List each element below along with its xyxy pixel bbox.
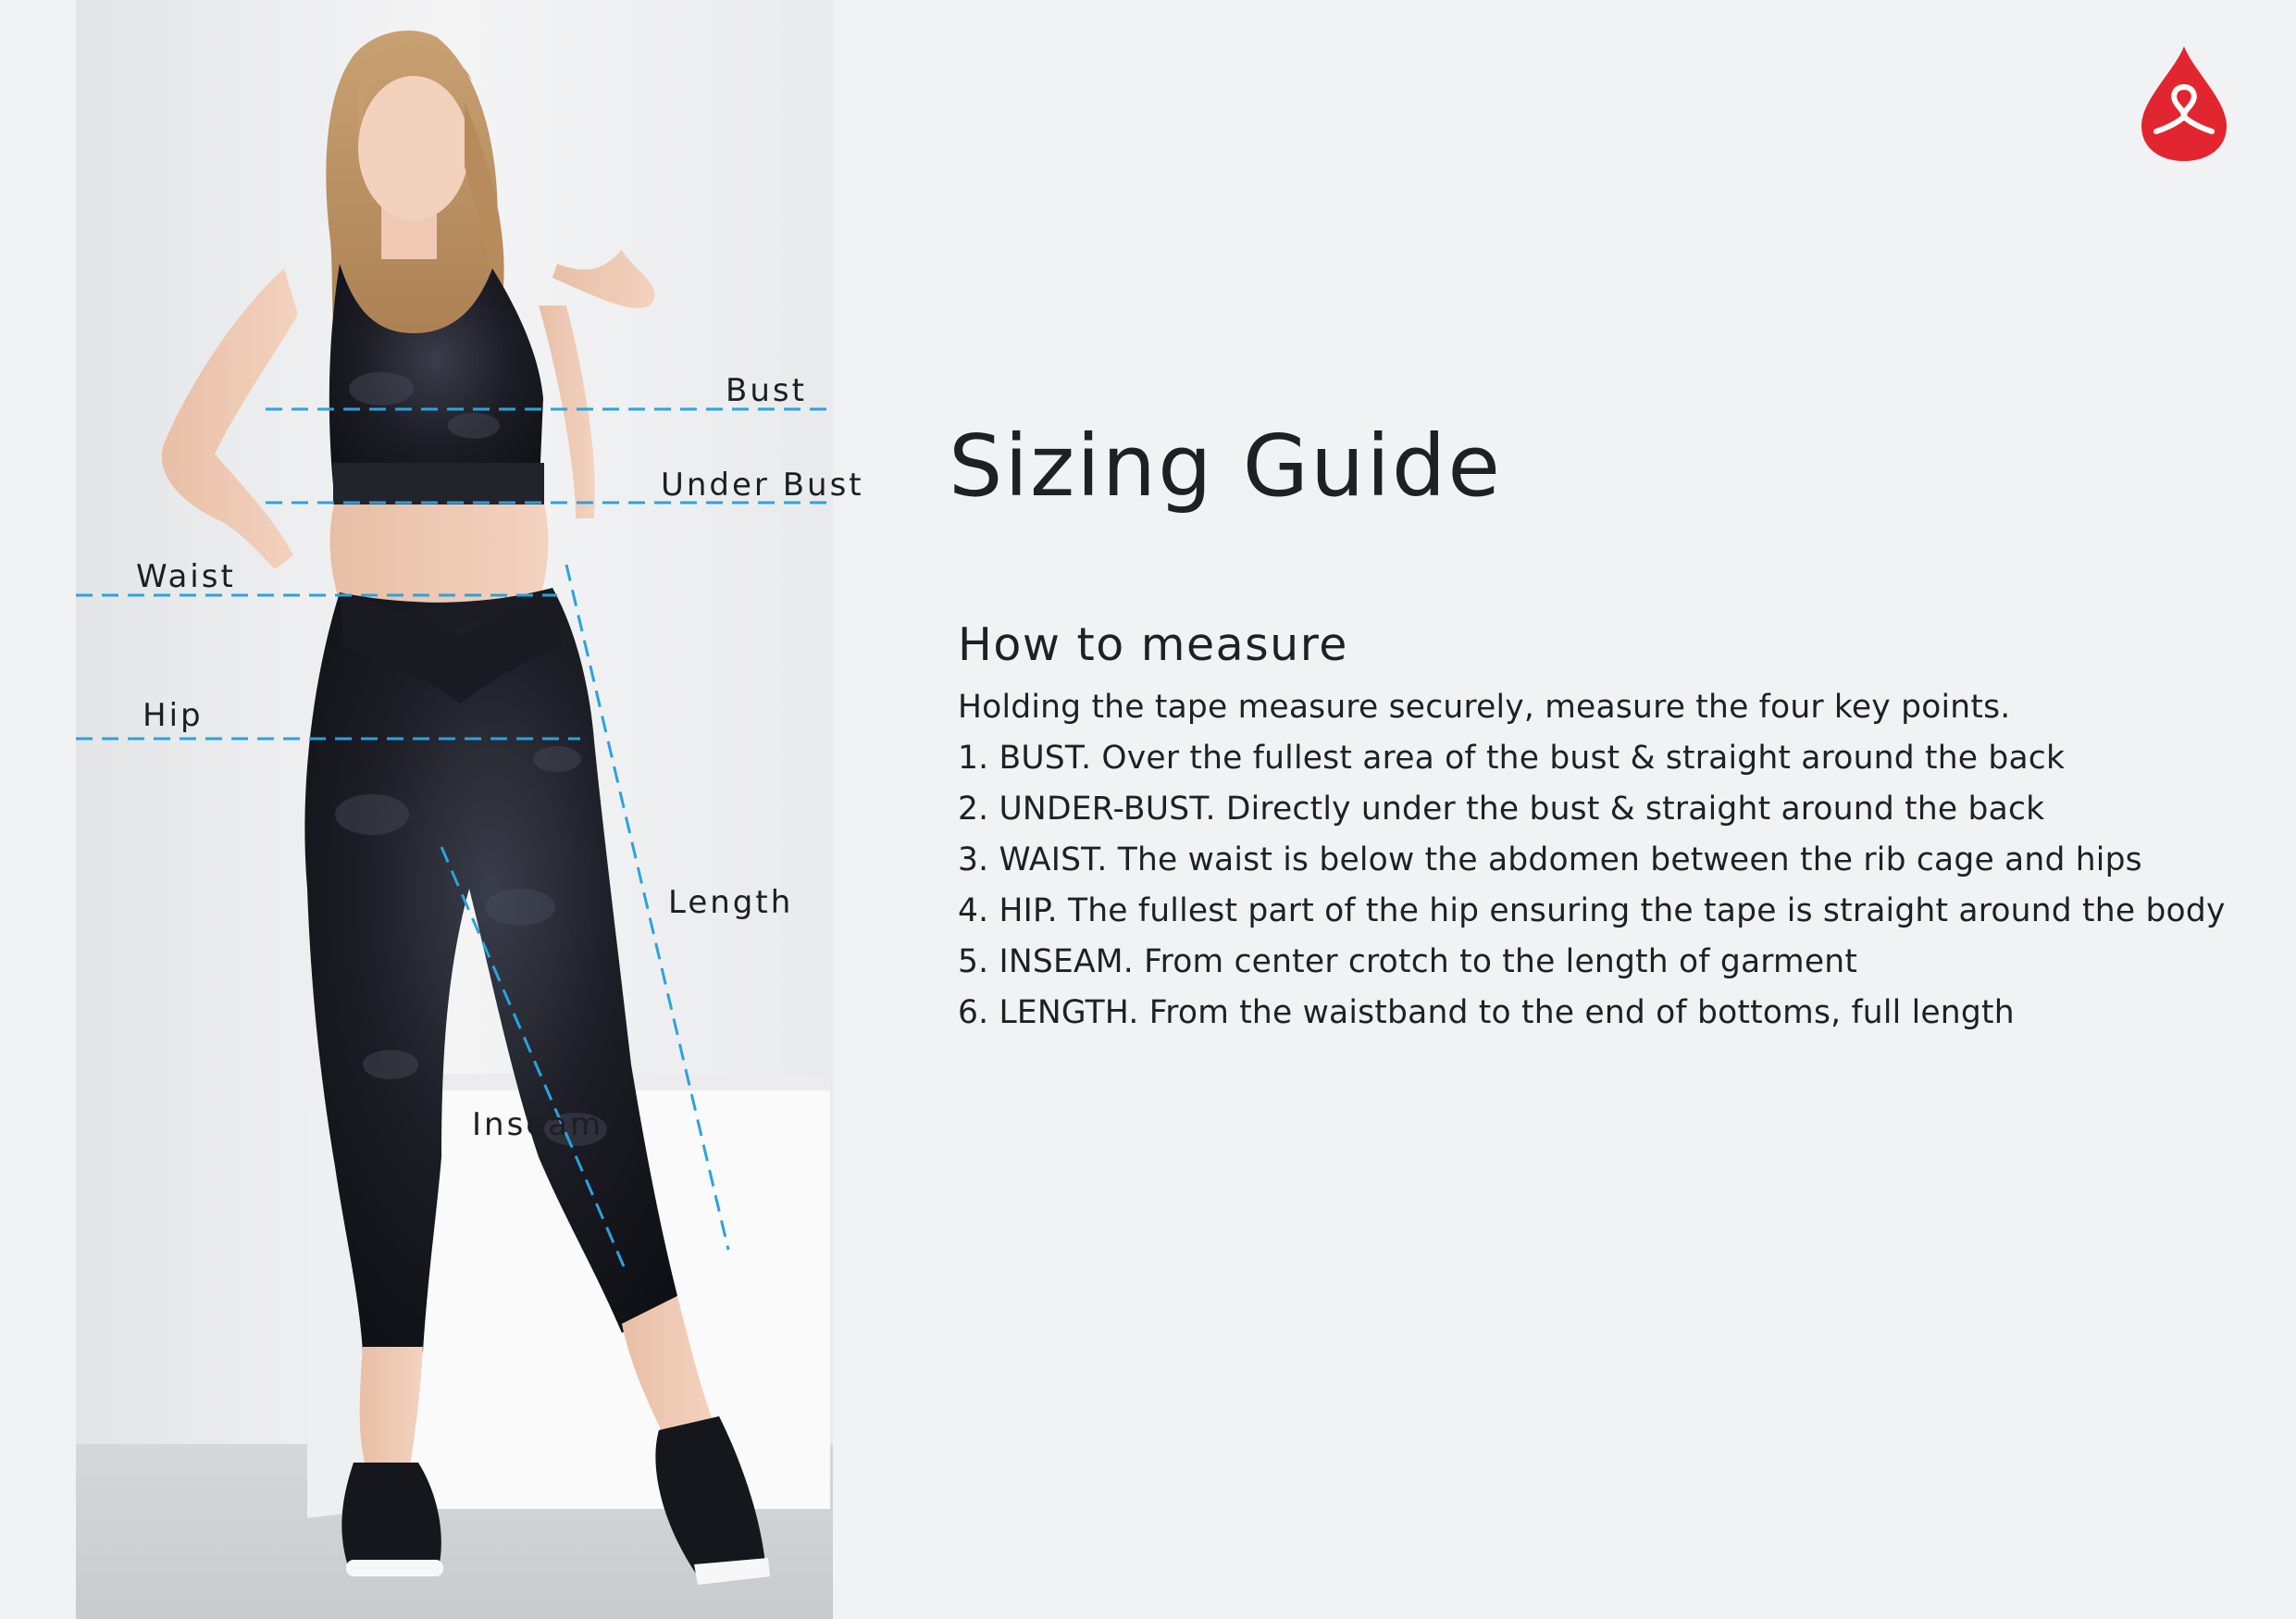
label-under-bust: Under Bust bbox=[661, 467, 864, 504]
brand-drop-logo-icon bbox=[2138, 43, 2230, 163]
measure-instructions bbox=[958, 618, 2253, 1039]
section-heading: How to measure bbox=[958, 618, 1348, 671]
label-bust: Bust bbox=[726, 372, 807, 409]
label-waist: Waist bbox=[136, 558, 236, 595]
step-bust: 1. BUST. Over the fullest area of the bust & straight around the back bbox=[958, 740, 2066, 777]
step-length: 6. LENGTH. From the waistband to the end of bottoms, full length bbox=[958, 994, 2015, 1031]
label-length: Length bbox=[668, 884, 794, 921]
model-illustration bbox=[76, 0, 864, 1619]
label-hip: Hip bbox=[143, 697, 204, 734]
step-waist: 3. WAIST. The waist is below the abdomen between the rib cage and hips bbox=[958, 841, 2142, 878]
step-inseam: 5. INSEAM. From center crotch to the length of garment bbox=[958, 943, 1858, 980]
step-hip: 4. HIP. The fullest part of the hip ensuring the tape is straight around the body bbox=[958, 892, 2226, 929]
label-inseam: Inseam bbox=[472, 1106, 604, 1143]
page-title: Sizing Guide bbox=[949, 417, 1502, 516]
step-under-bust: 2. UNDER-BUST. Directly under the bust & straight around the back bbox=[958, 791, 2045, 828]
intro-text: Holding the tape measure securely, measure the four key points. bbox=[958, 689, 2011, 726]
model-photo bbox=[76, 0, 864, 1619]
